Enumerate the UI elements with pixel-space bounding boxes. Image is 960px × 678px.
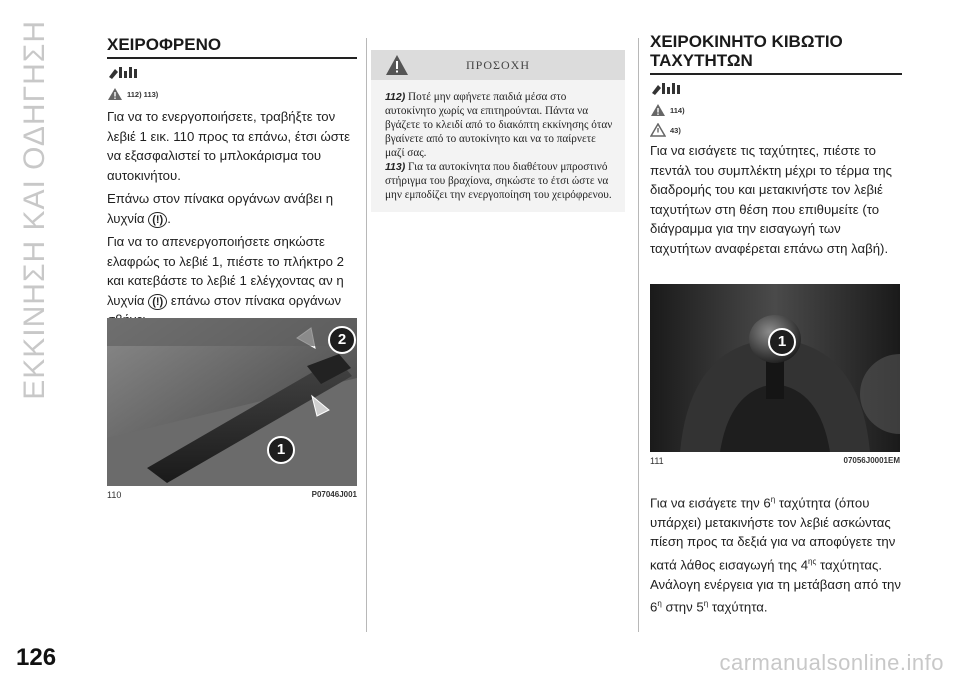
reference-icons: [107, 65, 357, 81]
warning-triangle-icon: [650, 103, 666, 117]
figure-110: [107, 318, 357, 500]
caution-header: [371, 50, 625, 80]
caution-references: 112) 113): [127, 89, 159, 99]
note-references: 43): [670, 125, 681, 135]
gearstick-illustration: [650, 284, 900, 452]
manual-gearbox-section: [650, 32, 902, 262]
warning-refs: [650, 103, 902, 117]
section-heading: ΧΕΙΡΟΚΙΝΗΤΟ ΚΙΒΩΤΙΟ ΤΑΧΥΤΗΤΩΝ: [650, 32, 843, 70]
reference-icons: [650, 81, 902, 97]
body-text: [650, 490, 902, 617]
paragraph: Για να εισάγετε την $6^\eta$ ταχύτητα (όπου υπάρχει) μετακινήστε τον λεβιέ ασκώντας πίεση προς τα δεξιά για να αποφύγετε την κατά λάθος εισαγωγή της $4^{\eta\varsigma}$ ταχύτητας. Ανάλογη ενέργεια για τη μετάβαση από την $6^\eta$ στην $5^\eta$ ταχύτητα.: [650, 495, 901, 615]
caution-item: 112) Ποτέ μην αφήνετε παιδιά μέσα στο αυτοκίνητο χωρίς να επιτηρούνται. Πάντα να βγάζετε το κλειδί από το διακόπτη εκκίνησης όταν βγαίνετε από το αυτοκίνητο και να το παίρνετε μαζί σας.: [385, 91, 613, 159]
heading-rule: [107, 57, 357, 59]
body-text: [107, 107, 357, 330]
warning-refs: [650, 123, 902, 137]
heading-rule: [650, 73, 902, 75]
warning-refs: [107, 87, 357, 101]
figure-number: 111: [650, 456, 664, 466]
figure-code: P07046J001: [311, 490, 357, 499]
paragraph: Για να το ενεργοποιήσετε, τραβήξτε τον λεβιέ 1 εικ. 110 προς τα επάνω, έτσι ώστε να εξασφαλιστεί το μπλοκάρισμα του αυτοκινήτου.: [107, 109, 351, 183]
note-triangle-icon: [650, 123, 666, 137]
warning-triangle-icon: [385, 54, 409, 76]
manual-reference-icon: [107, 65, 143, 81]
brake-warning-icon: (!): [148, 294, 167, 310]
gearstick-photo: [650, 284, 900, 452]
paragraph: Επάνω στον πίνακα οργάνων ανάβει η λυχνία (!) .: [107, 191, 334, 226]
handbrake-section: [107, 35, 357, 334]
handbrake-illustration: [107, 318, 357, 486]
manual-reference-icon: [650, 81, 686, 97]
figure-caption: [650, 456, 900, 466]
figure-caption: [107, 490, 357, 500]
caution-title: ΠΡΟΣΟΧΗ: [466, 57, 530, 72]
column-divider: [638, 38, 639, 632]
figure-code: 07056J0001EM: [843, 456, 900, 465]
caution-item: 113) Για τα αυτοκίνητα που διαθέτουν μπροστινό στήριγμα του βραχίονα, σηκώστε το έτσι ώστε να μην εμποδίζει την ενεργοποίηση του χειρόφρενου.: [385, 161, 612, 201]
callout-1: 1: [267, 436, 295, 464]
warning-triangle-icon: [107, 87, 123, 101]
handbrake-photo: [107, 318, 357, 486]
gear-instructions: [650, 490, 902, 621]
watermark: carmanualsonline.info: [719, 650, 944, 675]
body-text: [650, 141, 902, 258]
section-heading: ΧΕΙΡΟΦΡΕΝΟ: [107, 35, 222, 54]
side-chapter-title: ΕΚΚΙΝΗΣΗ ΚΑΙ ΟΔΗΓΗΣΗ: [18, 20, 51, 400]
column-divider: [366, 38, 367, 632]
caution-references: 114): [670, 105, 685, 115]
paragraph: Για να το απενεργοποιήσετε σηκώστε ελαφρώς το λεβιέ 1, πιέστε το πλήκτρο 2 και κατεβάστε το λεβιέ 1 ελέγχοντας αν η λυχνία (!) επάνω στον πίνακα οργάνων: [107, 234, 344, 308]
caution-box: [371, 50, 625, 212]
page-number: 126: [16, 644, 57, 671]
caution-text: [371, 80, 625, 212]
figure-number: 110: [107, 490, 122, 500]
brake-warning-icon: (!): [148, 212, 167, 228]
callout-2: 2: [328, 326, 356, 354]
callout-1: 1: [768, 328, 796, 356]
paragraph: Για να εισάγετε τις ταχύτητες, πιέστε το πεντάλ του συμπλέκτη μέχρι το τέρμα της διαδρομής του και μετακινήστε τον λεβιέ ταχυτήτων στη θέση που επιθυμείτε (το διάγραμμα για την εισαγωγή των ταχυτήτων αναφέρεται επάνω στη λαβή).: [650, 143, 892, 256]
figure-111: [650, 284, 900, 466]
